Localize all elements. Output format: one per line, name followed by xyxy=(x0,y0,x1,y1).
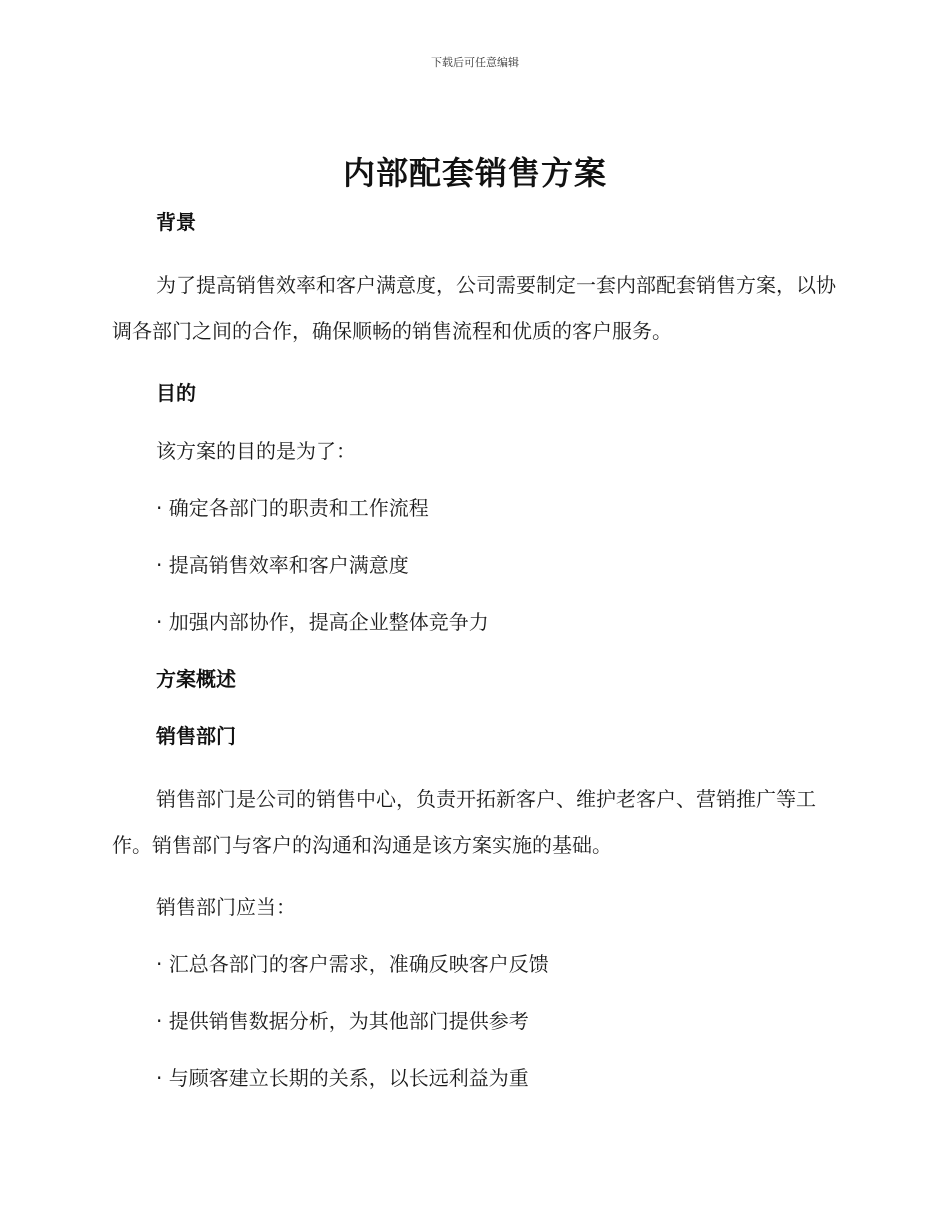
header-note: 下载后可任意编辑 xyxy=(431,56,519,69)
sales-dept-paragraph: 销售部门是公司的销售中心，负责开拓新客户、维护老客户、营销推广等工作。销售部门与客户的沟通和沟通是该方案实施的基础。 xyxy=(112,787,816,857)
sales-dept-list-item: · 汇总各部门的客户需求，准确反映客户反馈 xyxy=(156,952,549,976)
purpose-list-item: · 提高销售效率和客户满意度 xyxy=(156,553,409,577)
section-heading-purpose: 目的 xyxy=(156,381,196,405)
sales-dept-list-item: · 与顾客建立长期的关系，以长远利益为重 xyxy=(156,1066,529,1090)
purpose-intro: 该方案的目的是为了： xyxy=(156,439,356,463)
purpose-list-item: · 确定各部门的职责和工作流程 xyxy=(156,496,429,520)
section-heading-background: 背景 xyxy=(156,210,196,234)
section-heading-overview: 方案概述 xyxy=(156,667,236,691)
document-title: 内部配套销售方案 xyxy=(342,154,607,192)
sales-dept-list-item: · 提供销售数据分析，为其他部门提供参考 xyxy=(156,1009,529,1033)
sales-dept-intro: 销售部门应当： xyxy=(156,895,296,919)
purpose-list-item: · 加强内部协作，提高企业整体竞争力 xyxy=(156,610,489,634)
background-paragraph: 为了提高销售效率和客户满意度，公司需要制定一套内部配套销售方案，以协调各部门之间的合作，确保顺畅的销售流程和优质的客户服务。 xyxy=(112,273,836,343)
section-heading-sales-dept: 销售部门 xyxy=(156,724,236,748)
document-body xyxy=(112,204,840,1096)
